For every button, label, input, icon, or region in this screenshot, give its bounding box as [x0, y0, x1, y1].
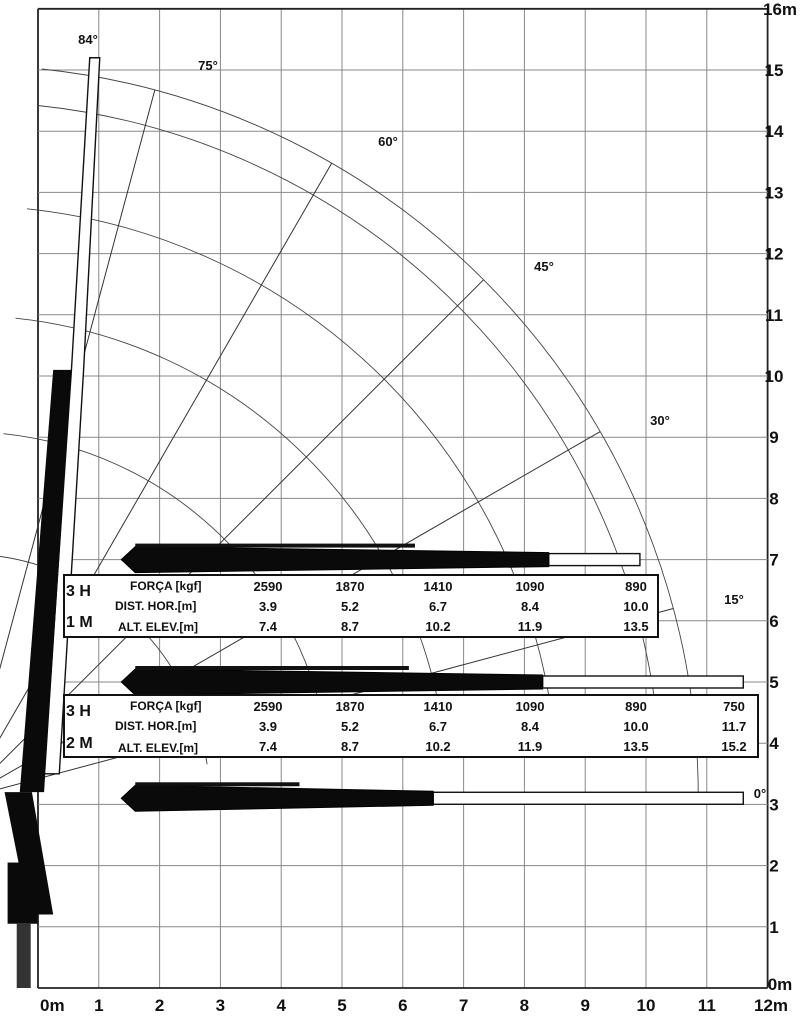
load-table-2m: [64, 695, 758, 757]
x-tick-label: 5: [337, 996, 347, 1015]
table-cell: 3.9: [258, 719, 278, 734]
y-tick-label: 16m: [762, 0, 798, 19]
table-cell: 7.4: [258, 619, 278, 634]
table-cell: 15.2: [721, 739, 747, 754]
x-tick-label: 1: [94, 996, 104, 1015]
y-tick-label: 13: [764, 183, 784, 203]
table-cell: 1410: [423, 579, 453, 594]
table-cell: 3.9: [258, 599, 278, 614]
load-table-1m: [64, 575, 658, 637]
table-cell: 8.4: [520, 599, 540, 614]
table-cell: 5.2: [340, 599, 360, 614]
x-tick-label: 12m: [753, 996, 789, 1015]
x-tick-label: 7: [458, 996, 469, 1015]
y-tick-label: 9: [769, 428, 779, 448]
table-cell: 5.2: [340, 719, 360, 734]
y-tick-label: 12: [764, 244, 784, 264]
table-cell: 890: [625, 579, 647, 594]
table-cell: 10.2: [425, 739, 451, 754]
boom-extension: [433, 792, 743, 804]
table-cell: 1090: [515, 699, 545, 714]
y-tick-label: 1: [769, 917, 779, 937]
table-cell: 6.7: [428, 599, 448, 614]
y-tick-label: 8: [769, 489, 779, 509]
boom-cylinder: [135, 544, 415, 548]
boom-cylinder: [135, 782, 299, 786]
table-cell: 11.9: [517, 739, 543, 754]
x-tick-label: 6: [398, 996, 408, 1015]
y-tick-label: 10: [764, 367, 784, 386]
x-tick-label: 10: [636, 996, 656, 1015]
y-tick-label: 6: [769, 611, 779, 631]
y-tick-label: 0m: [767, 975, 793, 994]
table-cell: 13.5: [623, 739, 649, 754]
grid: [38, 9, 768, 988]
angle-label: 75°: [198, 58, 218, 73]
row-label-alt: ALT. ELEV.[m]: [118, 741, 199, 755]
angle-label: 0°: [753, 786, 767, 801]
y-tick-label: 5: [769, 673, 779, 692]
range-arc: [27, 209, 552, 716]
table-cell: 1090: [515, 579, 545, 594]
angle-label: 84°: [78, 32, 98, 47]
boom-extension: [543, 676, 744, 688]
x-tick-label: 11: [697, 996, 716, 1015]
angle-label: 60°: [378, 134, 398, 149]
angle-label: 30°: [650, 413, 670, 428]
axis-labels: [40, 0, 797, 1015]
table-cell: 10.0: [623, 599, 649, 614]
boom-main: [121, 669, 542, 695]
boom-main: [121, 547, 548, 573]
x-tick-label: 2: [154, 996, 165, 1015]
table-cell: 2590: [253, 699, 283, 714]
table-cell: 8.7: [340, 739, 360, 754]
angle-label: 45°: [534, 259, 554, 274]
table-cell: 13.5: [623, 619, 649, 634]
config-2m: 2 M: [66, 735, 93, 752]
boom-extension: [549, 554, 640, 566]
table-cell: 750: [723, 699, 745, 714]
row-label-dist: DIST. HOR.[m]: [115, 599, 197, 613]
boom-cylinder: [135, 666, 409, 670]
y-tick-label: 4: [769, 734, 779, 754]
row-label-dist: DIST. HOR.[m]: [115, 719, 197, 733]
row-label-forca: FORÇA [kgf]: [130, 579, 202, 593]
config-3h: 3 H: [66, 703, 91, 720]
table-cell: 10.2: [425, 619, 451, 634]
x-tick-label: 4: [276, 996, 286, 1015]
row-label-alt: ALT. ELEV.[m]: [118, 620, 199, 634]
y-tick-label: 14: [764, 122, 784, 142]
table-cell: 8.4: [520, 719, 540, 734]
table-cell: 890: [625, 699, 647, 714]
y-tick-label: 2: [769, 856, 779, 876]
table-cell: 8.7: [340, 619, 360, 634]
table-cell: 10.0: [623, 719, 649, 734]
x-tick-label: 8: [519, 996, 530, 1015]
table-cell: 2590: [253, 579, 283, 594]
table-cell: 11.9: [517, 619, 543, 634]
angle-label: 15°: [724, 592, 744, 607]
x-tick-label: 0m: [40, 996, 65, 1015]
table-cell: 1870: [335, 579, 365, 594]
config-1m: 1 M: [66, 614, 93, 631]
crane-column-post: [17, 924, 31, 988]
x-tick-label: 3: [215, 996, 226, 1015]
y-tick-label: 11: [765, 305, 783, 325]
crane-base: [8, 863, 38, 924]
crane-column: [5, 58, 100, 988]
y-tick-label: 3: [769, 795, 779, 815]
y-tick-label: 7: [769, 550, 779, 570]
table-cell: 1870: [335, 699, 365, 714]
boom-main: [121, 785, 433, 811]
table-cell: 11.7: [721, 719, 747, 734]
table-cell: 6.7: [428, 719, 448, 734]
table-cell: 7.4: [258, 739, 278, 754]
config-3h: 3 H: [66, 583, 91, 600]
table-cell: 1410: [423, 699, 453, 714]
row-label-forca: FORÇA [kgf]: [130, 699, 202, 713]
y-tick-label: 15: [764, 61, 784, 80]
x-tick-label: 9: [580, 996, 590, 1015]
